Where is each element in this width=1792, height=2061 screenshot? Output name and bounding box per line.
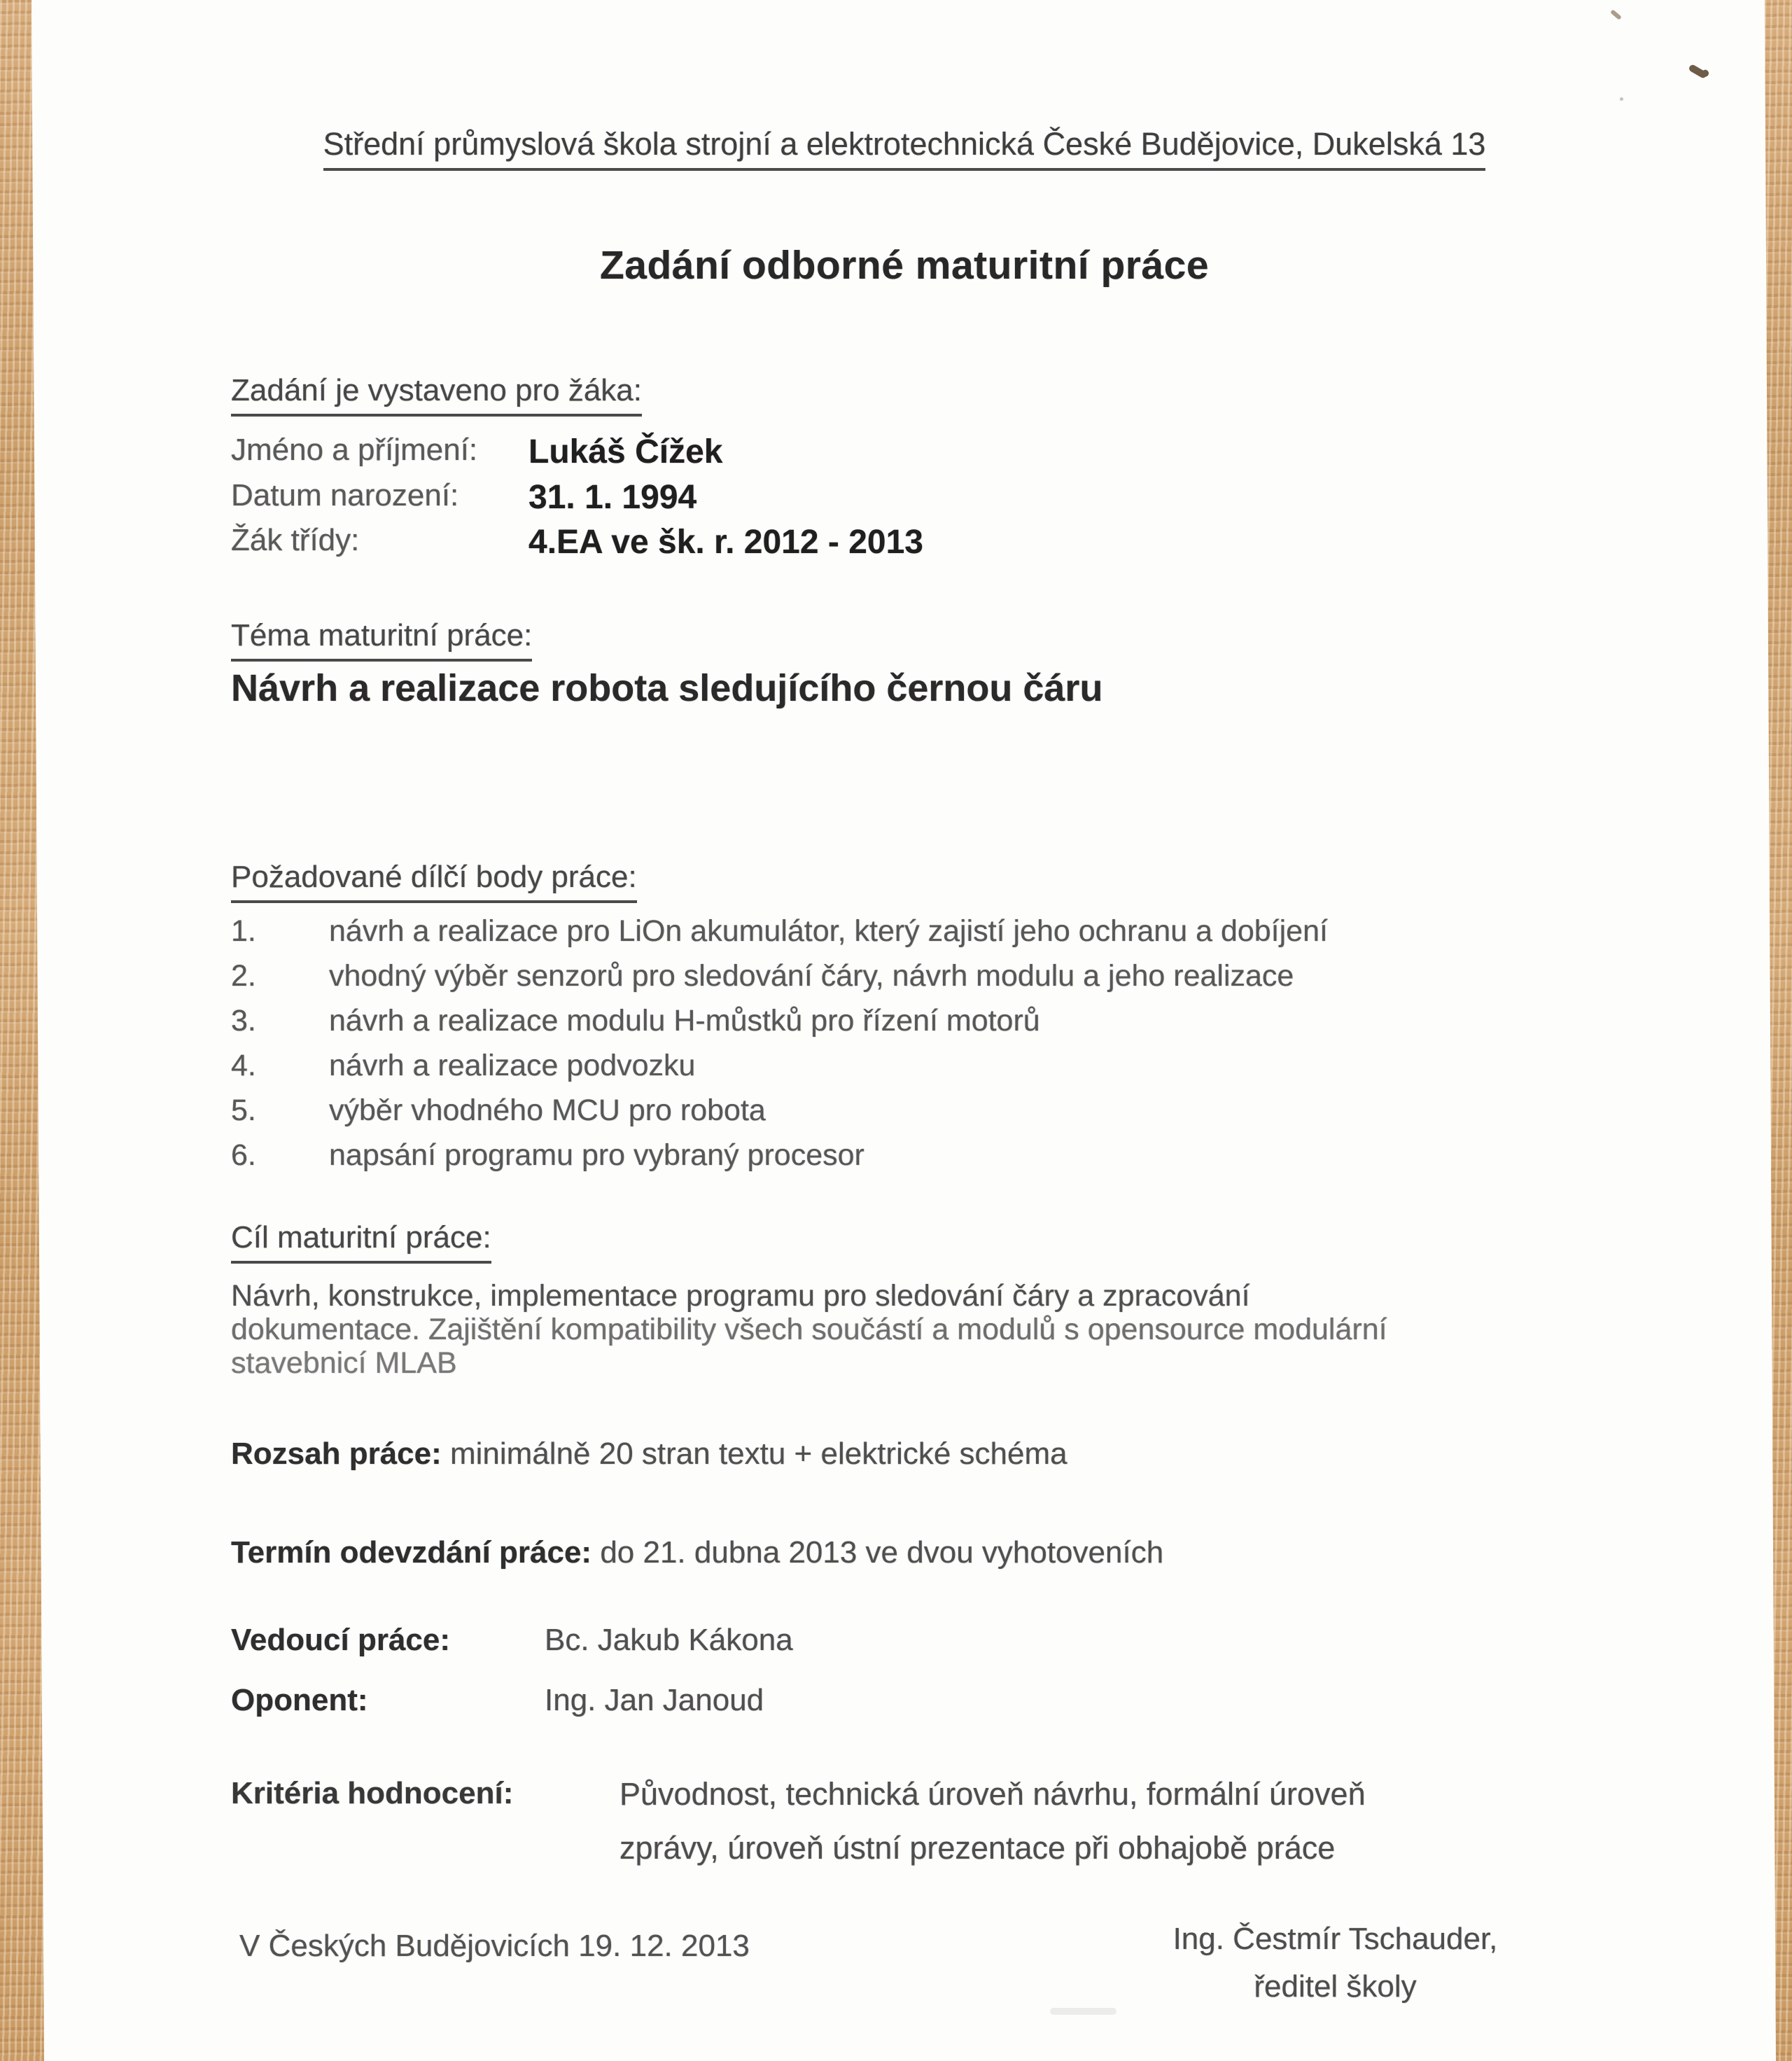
supervisor-value: Bc. Jakub Kákona <box>545 1623 793 1657</box>
requirement-item-text: napsání programu pro vybraný procesor <box>329 1138 864 1172</box>
student-name-label: Jméno a příjmení: <box>231 433 478 467</box>
signature-block <box>1144 1922 1526 2004</box>
scope-value: minimálně 20 stran textu + elektrické schéma <box>441 1437 1068 1471</box>
requirement-item-text: vhodný výběr senzorů pro sledování čáry, návrh modulu a jeho realizace <box>329 959 1294 993</box>
school-header-text: Střední průmyslová škola strojní a elektrotechnická České Budějovice, Dukelská 13 <box>323 126 1486 171</box>
scan-smudge <box>1050 2008 1116 2015</box>
topic-section-heading: Téma maturitní práce: <box>231 618 532 653</box>
criteria-label: Kritéria hodnocení: <box>231 1776 514 1810</box>
document-title: Zadání odborné maturitní práce <box>599 243 1210 288</box>
place-date: V Českých Budějovicích 19. 12. 2013 <box>239 1929 750 1963</box>
student-birthdate-label: Datum narození: <box>231 478 459 512</box>
student-birthdate-value: 31. 1. 1994 <box>528 479 697 516</box>
requirement-item-number: 3. <box>231 1004 256 1038</box>
requirement-item-text: návrh a realizace pro LiOn akumulátor, který zajistí jeho ochranu a dobíjení <box>329 914 1328 948</box>
signature-name: Ing. Čestmír Tschauder, <box>1172 1922 1498 1956</box>
criteria-value-line-1: Původnost, technická úroveň návrhu, formální úroveň <box>620 1776 1366 1812</box>
goal-section-heading: Cíl maturitní práce: <box>231 1220 491 1255</box>
goal-paragraph-line-2: dokumentace. Zajištění kompatibility všech součástí a modulů s opensource modulární <box>231 1313 1387 1346</box>
goal-paragraph-line-1: Návrh, konstrukce, implementace programu pro sledování čáry a zpracování <box>231 1279 1250 1313</box>
requirement-item-text: výběr vhodného MCU pro robota <box>329 1094 766 1127</box>
opponent-label: Oponent: <box>231 1683 368 1717</box>
student-class-label: Žák třídy: <box>231 523 360 557</box>
thesis-topic-title: Návrh a realizace robota sledujícího černou čáru <box>231 667 1103 709</box>
requirements-section-heading: Požadované dílčí body práce: <box>231 860 637 895</box>
student-section-heading: Zadání je vystaveno pro žáka: <box>231 373 642 408</box>
opponent-value: Ing. Jan Janoud <box>545 1683 764 1717</box>
criteria-value-line-2: zprávy, úroveň ústní prezentace při obhajobě práce <box>620 1830 1336 1866</box>
requirement-item-number: 5. <box>231 1094 256 1127</box>
requirement-item-text: návrh a realizace podvozku <box>329 1049 696 1082</box>
requirement-item-text: návrh a realizace modulu H-můstků pro řízení motorů <box>329 1004 1040 1038</box>
school-header <box>44 126 1765 162</box>
ink-speck <box>1620 97 1623 101</box>
scope-line <box>231 1437 1068 1472</box>
requirement-item-number: 4. <box>231 1049 256 1082</box>
deadline-value: do 21. dubna 2013 ve dvou vyhotoveních <box>592 1535 1164 1570</box>
signature-title: ředitel školy <box>1254 1969 1417 2004</box>
deadline-label: Termín odevzdání práce: <box>231 1535 592 1570</box>
requirement-item-number: 6. <box>231 1138 256 1172</box>
requirement-item-number: 2. <box>231 959 256 993</box>
requirement-item-number: 1. <box>231 914 256 948</box>
student-class-value: 4.EA ve šk. r. 2012 - 2013 <box>528 524 923 561</box>
student-name-value: Lukáš Čížek <box>528 433 723 470</box>
deadline-line <box>231 1535 1163 1570</box>
goal-paragraph-line-3: stavebnicí MLAB <box>231 1346 457 1380</box>
scope-label: Rozsah práce: <box>231 1437 442 1471</box>
supervisor-label: Vedoucí práce: <box>231 1623 451 1657</box>
